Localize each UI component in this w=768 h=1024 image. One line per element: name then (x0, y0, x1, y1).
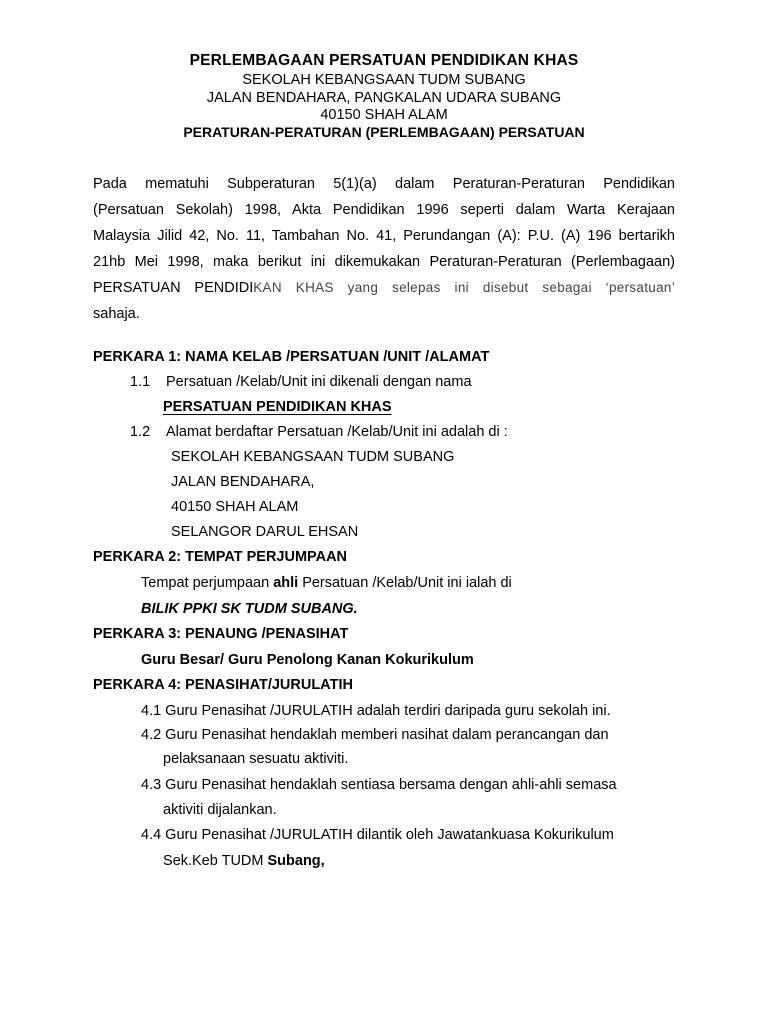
school-postcode: 40150 SHAH ALAM (320, 107, 448, 123)
item-4-1: 4.1 Guru Penasihat /JURULATIH adalah terdiri daripada guru sekolah ini. (141, 703, 611, 719)
intro-line: sahaja. (93, 306, 140, 322)
item-1-2-text: Alamat berdaftar Persatuan /Kelab/Unit ini adalah di : (166, 424, 508, 440)
document-title: PERLEMBAGAAN PERSATUAN PENDIDIKAN KHAS (189, 52, 579, 69)
intro-line: 21hb Mei 1998, maka berikut ini dikemukakan Peraturan-Peraturan (Perlembagaan) (93, 254, 675, 270)
perkara-4-heading: PERKARA 4: PENASIHAT/JURULATIH (93, 677, 353, 693)
item-4-3: 4.3 Guru Penasihat hendaklah sentiasa bersama dengan ahli-ahli semasa (141, 777, 617, 793)
address-line: SELANGOR DARUL EHSAN (171, 524, 359, 540)
item-4-3-cont: aktiviti dijalankan. (163, 802, 277, 818)
perkara-1-heading: PERKARA 1: NAMA KELAB /PERSATUAN /UNIT /ALAMAT (93, 349, 490, 365)
intro-line-part: KAN KHAS yang selepas ini disebut sebagai ‘persatuan’ (253, 280, 675, 295)
intro-line: Pada mematuhi Subperaturan 5(1)(a) dalam Peraturan-Peraturan Pendidikan (93, 176, 675, 192)
meeting-text-part: Persatuan /Kelab/Unit ini ialah di (298, 575, 512, 591)
item-4-4-cont (163, 853, 325, 869)
item-4-2-cont: pelaksanaan sesuatu aktiviti. (163, 751, 349, 767)
perkara-3-heading: PERKARA 3: PENAUNG /PENASIHAT (93, 626, 349, 642)
perkara-2-heading: PERKARA 2: TEMPAT PERJUMPAAN (93, 549, 348, 565)
school-street: JALAN BENDAHARA, PANGKALAN UDARA SUBANG (206, 90, 562, 106)
association-name: PERSATUAN PENDIDIKAN KHAS (163, 399, 392, 415)
intro-paragraph (93, 171, 675, 327)
intro-line: (Persatuan Sekolah) 1998, Akta Pendidikan 1996 seperti dalam Warta Kerajaan (93, 202, 675, 218)
item-4-2: 4.2 Guru Penasihat hendaklah memberi nasihat dalam perancangan dan (141, 727, 609, 743)
patron-text: Guru Besar/ Guru Penolong Kanan Kokurikulum (141, 652, 474, 668)
item-4-4-bold: Subang, (267, 853, 325, 869)
item-4-4: 4.4 Guru Penasihat /JURULATIH dilantik oleh Jawatankuasa Kokurikulum (141, 827, 614, 843)
item-1-2-number: 1.2 (130, 424, 151, 440)
item-1-1-text: Persatuan /Kelab/Unit ini dikenali dengan nama (166, 374, 472, 390)
meeting-place: BILIK PPKI SK TUDM SUBANG. (141, 601, 358, 617)
document-subtitle: PERATURAN-PERATURAN (PERLEMBAGAAN) PERSATUAN (183, 124, 585, 140)
meeting-text-part: Tempat perjumpaan (141, 575, 274, 591)
address-line: JALAN BENDAHARA, (171, 474, 315, 490)
intro-line (93, 275, 675, 301)
intro-line: Malaysia Jilid 42, No. 11, Tambahan No. 41, Perundangan (A): P.U. (A) 196 bertarikh (93, 228, 675, 244)
meeting-place-text (141, 575, 512, 591)
address-line: SEKOLAH KEBANGSAAN TUDM SUBANG (171, 449, 455, 465)
item-4-4-part: Sek.Keb TUDM (163, 853, 268, 869)
address-line: 40150 SHAH ALAM (171, 499, 299, 515)
meeting-text-bold: ahli (273, 575, 299, 591)
intro-line-part: PERSATUAN PENDIDI (93, 280, 254, 296)
school-name: SEKOLAH KEBANGSAAN TUDM SUBANG (242, 72, 526, 88)
item-1-1-number: 1.1 (130, 374, 151, 390)
